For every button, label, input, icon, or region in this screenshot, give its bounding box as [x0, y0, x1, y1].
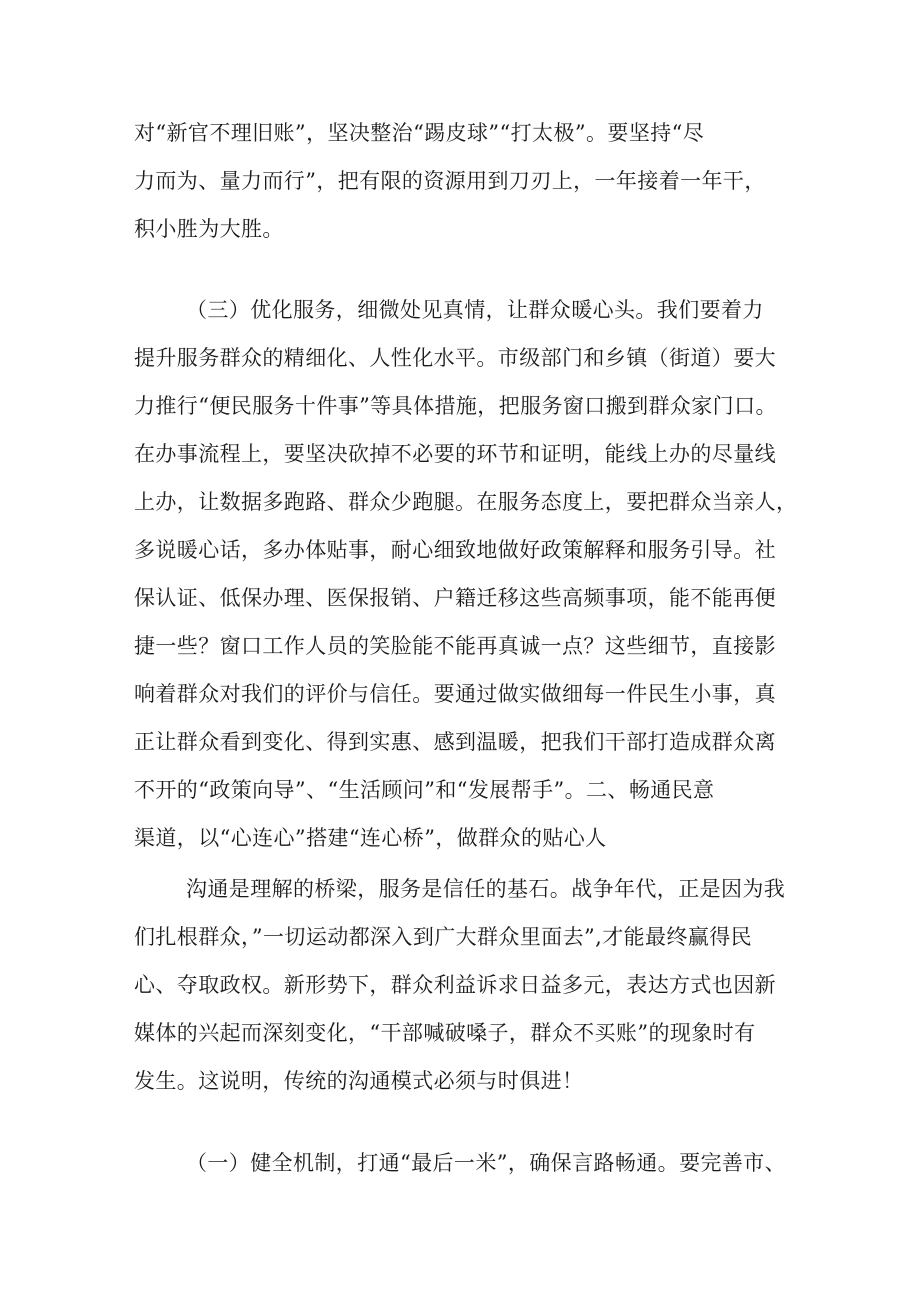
- text-line: 力推行“便民服务十件事”等具体措施，把服务窗口搬到群众家门口。: [134, 394, 777, 418]
- text-line: 提升服务群众的精细化、人性化水平。市级部门和乡镇（街道）要大: [134, 346, 776, 370]
- text-line: 在办事流程上，要坚决砍掉不必要的环节和证明，能线上办的尽量线: [134, 442, 776, 466]
- text-line: 上办，让数据多跑路、群众少跑腿。在服务态度上，要把群众当亲人，: [134, 490, 798, 514]
- section-heading-line: （一）健全机制，打通“最后一米”，确保言路畅通。要完善市、: [186, 1151, 787, 1175]
- text-line: 心、夺取政权。新形势下，群众利益诉求日益多元，表达方式也因新: [134, 973, 776, 997]
- text-line: 积小胜为大胜。: [134, 217, 284, 241]
- text-line: 多说暖心话，多办体贴事，耐心细致地做好政策解释和服务引导。社: [134, 538, 776, 562]
- text-line: 们扎根群众，”一切运动都深入到广大群众里面去”,才能最终赢得民: [134, 925, 753, 949]
- text-line: 对“新官不理旧账”，坚决整治“踢皮球”“打太极”。要坚持“尽: [134, 121, 705, 145]
- text-line: 捷一些？窗口工作人员的笑脸能不能再真诚一点？这些细节，直接影: [134, 634, 776, 658]
- text-line: 正让群众看到变化、得到实惠、感到温暖，把我们干部打造成群众离: [134, 730, 776, 754]
- text-line: 发生。这说明，传统的沟通模式必须与时俱进！: [134, 1069, 584, 1093]
- section-heading-line: （三）优化服务，细微处见真情，让群众暖心头。我们要着力: [186, 298, 764, 322]
- text-line: 保认证、低保办理、医保报销、户籍迁移这些高频事项，能不能再便: [134, 586, 776, 610]
- text-line: 响着群众对我们的评价与信任。要通过做实做细每一件民生小事，真: [134, 682, 776, 706]
- text-line: 媒体的兴起而深刻变化，“干部喊破嗓子，群众不买账”的现象时有: [134, 1021, 756, 1045]
- text-line: 不开的“政策向导”、“生活顾问”和“发展帮手”。二、畅通民意: [134, 778, 715, 802]
- text-line: 力而为、量力而行”，把有限的资源用到刀刃上，一年接着一年干，: [134, 169, 766, 193]
- text-line: 沟通是理解的桥梁，服务是信任的基石。战争年代，正是因为我: [186, 877, 786, 901]
- text-line: 渠道，以“心连心”搭建“连心桥”，做群众的贴心人: [134, 826, 607, 850]
